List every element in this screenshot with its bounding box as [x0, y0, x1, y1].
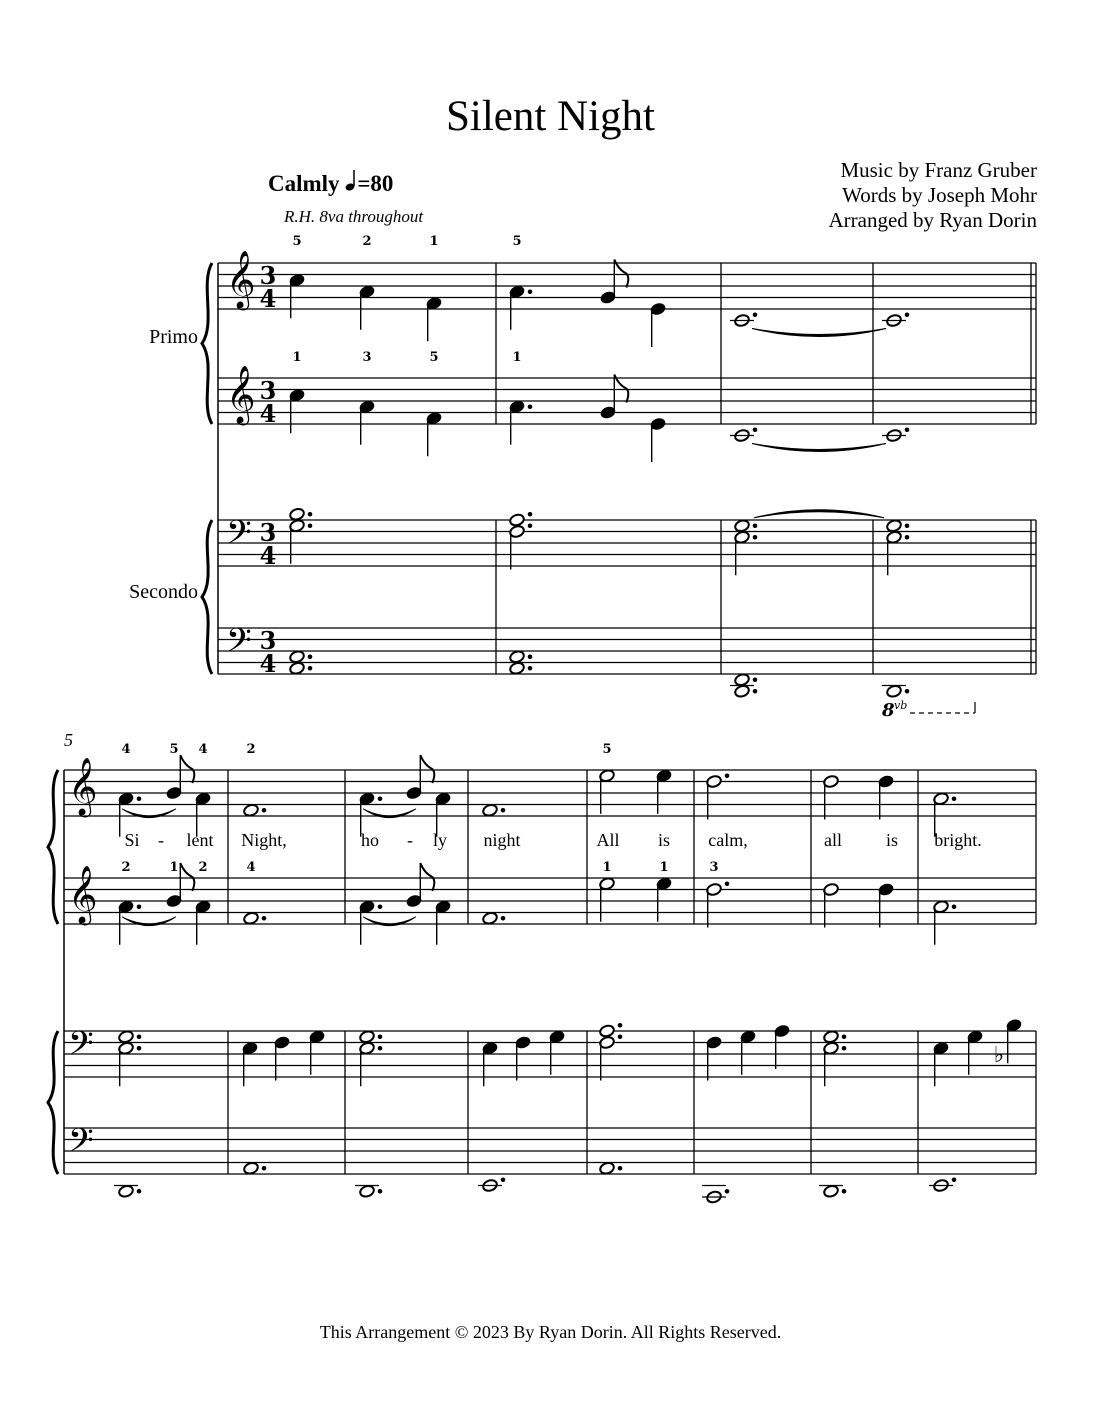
secondo-rh-chord-2: [118, 1030, 135, 1044]
primo-rh-note-2: [243, 803, 260, 817]
fingering-number: 2: [362, 234, 372, 249]
bass-clef-icon: 𝄢: [226, 622, 252, 668]
augmentation-dot: [952, 1177, 957, 1182]
eighth-flag: [420, 863, 434, 891]
secondo-lh-chord: [734, 673, 751, 687]
augmentation-dot: [618, 1166, 623, 1171]
augmentation-dot: [618, 1034, 623, 1039]
lyric-syllable: ho: [361, 830, 379, 850]
lyric-syllable: All: [596, 830, 620, 850]
tie-primo: [752, 329, 886, 337]
bass-clef-icon: 𝄢: [68, 1025, 94, 1071]
augmentation-dot: [137, 796, 142, 801]
augmentation-dot: [842, 1189, 847, 1194]
part-label-secondo: Secondo: [129, 581, 198, 603]
augmentation-dot: [753, 523, 758, 528]
secondo-rh-staff: [218, 520, 1036, 566]
fingering-number: 1: [292, 350, 302, 365]
lyric-syllable: calm,: [708, 830, 748, 850]
augmentation-dot: [378, 1189, 383, 1194]
augmentation-dot: [308, 523, 313, 528]
primo-rh-note-2: [482, 803, 499, 817]
lyric-syllable: Si: [124, 830, 140, 850]
augmentation-dot: [753, 689, 758, 694]
augmentation-dot: [725, 881, 730, 886]
treble-clef-icon: 𝄞: [68, 757, 98, 815]
secondo-lh-chord: [289, 650, 306, 664]
augmentation-dot: [725, 1189, 730, 1194]
fingering-number: 1: [429, 234, 439, 249]
lyric-syllable: night: [483, 830, 521, 850]
arranger-credit: Arranged by Ryan Dorin: [828, 208, 1037, 232]
augmentation-dot: [952, 904, 957, 909]
augmentation-dot: [137, 904, 142, 909]
page-title: Silent Night: [445, 93, 656, 140]
time-signature-bottom: 4: [259, 284, 277, 313]
treble-clef-icon: 𝄞: [226, 365, 256, 423]
augmentation-dot: [528, 666, 533, 671]
fingering-number: 1: [512, 350, 522, 365]
expression-marking: R.H. 8va throughout: [284, 207, 424, 226]
fingering-number: 2: [121, 860, 131, 875]
augmentation-dot: [905, 535, 910, 540]
augmentation-dot: [528, 512, 533, 517]
primo-lh-note-2: [482, 911, 499, 925]
augmentation-dot: [501, 808, 506, 813]
augmentation-dot: [905, 523, 910, 528]
secondo-lh-chord: [289, 661, 306, 675]
augmentation-dot: [501, 916, 506, 921]
augmentation-dot: [262, 916, 267, 921]
augmentation-dot: [378, 796, 383, 801]
lyric-syllable: ly: [432, 830, 448, 850]
secondo-lh-note-2: [823, 1184, 840, 1198]
secondo-rh-chord: [734, 519, 751, 533]
augmentation-dot: [262, 1166, 267, 1171]
tie-primo: [752, 444, 886, 452]
treble-clef-icon: 𝄞: [226, 250, 256, 308]
fingering-number: 4: [246, 860, 256, 875]
ottava-numeral: 8: [882, 700, 895, 721]
augmentation-dot: [528, 404, 533, 409]
secondo-lh-staff-2: [64, 1128, 1036, 1174]
augmentation-dot: [905, 312, 910, 317]
secondo-lh-chord: [734, 684, 751, 698]
bass-clef-icon: 𝄢: [226, 514, 252, 560]
secondo-lh-note-2: [359, 1184, 376, 1198]
lyric-syllable: Night,: [241, 830, 287, 850]
part-label-primo: Primo: [149, 326, 198, 348]
fingering-number: 1: [602, 860, 612, 875]
lyric-syllable: -: [158, 830, 164, 850]
secondo-rh-chord-2: [599, 1024, 616, 1038]
augmentation-dot: [137, 1189, 142, 1194]
secondo-brace-2: [48, 1031, 58, 1174]
fingering-number: 5: [292, 234, 302, 249]
fingering-number: 5: [512, 234, 522, 249]
augmentation-dot: [842, 1046, 847, 1051]
augmentation-dot: [753, 535, 758, 540]
secondo-lh-chord: [509, 661, 526, 675]
augmentation-dot: [378, 1034, 383, 1039]
augmentation-dot: [501, 1177, 506, 1182]
fingering-number: 3: [709, 860, 719, 875]
primo-brace: [202, 263, 212, 424]
secondo-rh-chord: [289, 507, 306, 521]
augmentation-dot: [842, 1034, 847, 1039]
tie-secondo: [754, 510, 884, 518]
augmentation-dot: [753, 677, 758, 682]
ottava-suffix: vb: [894, 699, 908, 712]
fingering-number: 4: [198, 742, 208, 757]
augmentation-dot: [528, 289, 533, 294]
time-signature-top: 3: [259, 376, 277, 405]
fingering-number: 2: [198, 860, 208, 875]
augmentation-dot: [137, 1046, 142, 1051]
secondo-brace: [202, 520, 212, 674]
augmentation-dot: [618, 1023, 623, 1028]
augmentation-dot: [952, 796, 957, 801]
time-signature-bottom: 4: [259, 649, 277, 678]
composer-credit: Music by Franz Gruber: [840, 158, 1037, 182]
time-signature-top: 3: [259, 518, 277, 547]
lyric-syllable: -: [407, 830, 413, 850]
eighth-flag: [180, 755, 194, 783]
augmentation-dot: [308, 654, 313, 659]
secondo-rh-chord-2: [359, 1030, 376, 1044]
flat-accidental: ♭: [993, 1043, 1005, 1068]
augmentation-dot: [528, 654, 533, 659]
primo-brace-2: [48, 770, 58, 924]
augmentation-dot: [725, 773, 730, 778]
secondo-lh-note-2: [118, 1184, 135, 1198]
augmentation-dot: [905, 689, 910, 694]
bass-clef-icon: 𝄢: [68, 1122, 94, 1168]
fingering-number: 1: [659, 860, 669, 875]
fingering-number: 5: [602, 742, 612, 757]
secondo-lh-note-2: [243, 1161, 260, 1175]
tempo-word: Calmly: [268, 171, 340, 196]
fingering-number: 5: [169, 742, 179, 757]
fingering-number: 5: [429, 350, 439, 365]
secondo-lh-note-2: [599, 1161, 616, 1175]
lyric-syllable: lent: [186, 830, 214, 850]
time-signature-bottom: 4: [259, 399, 277, 428]
eighth-flag: [614, 375, 628, 403]
lyric-syllable: is: [885, 830, 899, 850]
secondo-lh-chord: [509, 650, 526, 664]
time-signature-top: 3: [259, 261, 277, 290]
augmentation-dot: [262, 808, 267, 813]
augmentation-dot: [308, 666, 313, 671]
augmentation-dot: [378, 1046, 383, 1051]
fingering-number: 2: [246, 742, 256, 757]
augmentation-dot: [308, 512, 313, 517]
augmentation-dot: [753, 427, 758, 432]
time-signature-bottom: 4: [259, 541, 277, 570]
measure-number: 5: [64, 730, 73, 750]
treble-clef-icon: 𝄞: [68, 865, 98, 923]
augmentation-dot: [528, 523, 533, 528]
lyric-syllable: is: [657, 830, 671, 850]
augmentation-dot: [378, 904, 383, 909]
eighth-flag: [614, 260, 628, 288]
secondo-lh-note: [886, 684, 903, 698]
copyright-footer: This Arrangement © 2023 By Ryan Dorin. All Rights Reserved.: [319, 1322, 782, 1342]
lyricist-credit: Words by Joseph Mohr: [842, 183, 1037, 207]
secondo-lh-staff: [218, 628, 1036, 674]
secondo-rh-chord: [509, 513, 526, 527]
lyric-syllable: bright.: [934, 830, 982, 850]
augmentation-dot: [905, 427, 910, 432]
fingering-number: 4: [121, 742, 131, 757]
time-signature-top: 3: [259, 626, 277, 655]
fingering-number: 1: [169, 860, 179, 875]
secondo-rh-chord-2: [823, 1030, 840, 1044]
secondo-rh-chord: [886, 519, 903, 533]
augmentation-dot: [137, 1034, 142, 1039]
primo-lh-note-2: [243, 911, 260, 925]
augmentation-dot: [753, 312, 758, 317]
lyric-syllable: all: [824, 830, 842, 850]
eighth-flag: [180, 863, 194, 891]
fingering-number: 3: [362, 350, 372, 365]
tempo-value: =80: [357, 171, 394, 196]
eighth-flag: [420, 755, 434, 783]
